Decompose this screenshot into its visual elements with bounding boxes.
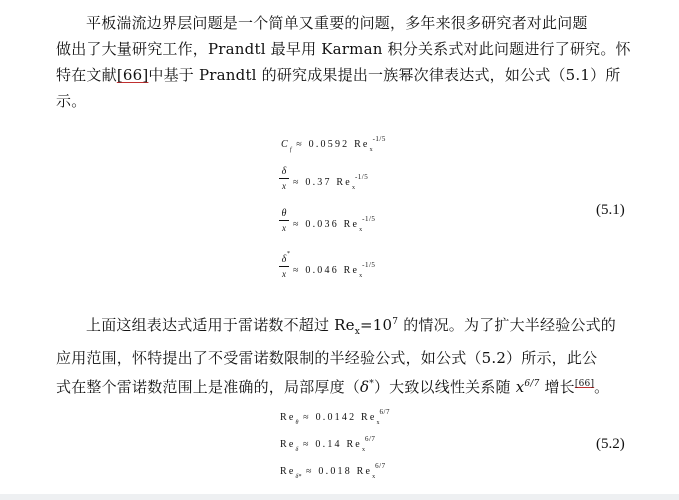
p2-line-3-star: * <box>369 379 374 389</box>
eq2-denominator: x <box>282 181 286 191</box>
eq1-re-sub: x <box>369 147 373 153</box>
p2-line-1-c: 的情况。为了扩大半经验公式的 <box>398 316 617 334</box>
eq3-denominator: x <box>282 223 286 233</box>
eq1-approx: ≈ <box>296 139 304 150</box>
equation-number-5-1: (5.1) <box>596 202 625 218</box>
eq6-exponent: 6/7 <box>364 435 376 443</box>
paragraph-extension-line-3 <box>56 371 632 400</box>
eq2-numerator: δ <box>281 166 287 177</box>
eq3-exponent: -1/5 <box>362 215 376 223</box>
eq3-numerator: θ <box>281 208 287 219</box>
eq2-fraction-bar <box>279 178 289 179</box>
eq7-approx: ≈ <box>306 466 314 477</box>
equation-re-delta <box>280 435 376 453</box>
paragraph-intro <box>56 10 632 114</box>
eq3-re: Re <box>343 219 360 230</box>
eq7-re: Re <box>356 466 373 477</box>
paragraph-intro-line-1: 平板湍流边界层问题是一个简单又重要的问题，多年来很多研究者对此问题 <box>86 14 588 32</box>
eq6-re-sub: x <box>361 447 365 453</box>
eq4-numerator-prime: * <box>287 251 290 257</box>
p2-line-1-a: 上面这组表达式适用于雷诺数不超过 Re <box>86 316 355 334</box>
line-3-before-text: 特在文献 <box>56 66 117 84</box>
equation-skin-friction <box>281 135 386 153</box>
eq3-coef: 0.036 <box>305 219 339 230</box>
eq7-lhs: Re <box>280 466 296 477</box>
eq5-re-sub: x <box>376 420 380 426</box>
eq5-lhs-sub: θ <box>295 420 299 426</box>
paragraph-extension-line-2: 应用范围，怀特提出了不受雷诺数限制的半经验公式，如公式（5.2）所示，此公 <box>56 349 598 367</box>
p2-line-3-b: ）大致以线性关系随 <box>373 378 516 396</box>
citation-link-66-superscript[interactable]: [66] <box>574 379 595 389</box>
line-3-after-text: 中基于 Prandtl 的研究成果提出一族幂次律表达式，如公式（5.1）所 <box>148 66 621 84</box>
eq7-lhs-sub: δ* <box>295 474 302 480</box>
p2-line-1-b: =10 <box>360 316 393 334</box>
equation-re-delta-star <box>280 462 386 480</box>
eq6-approx: ≈ <box>303 439 311 450</box>
p2-line-3-a: 式在整个雷诺数范围上是准确的，局部厚度（ <box>56 378 361 396</box>
eq2-coef: 0.37 <box>305 177 332 188</box>
eq6-coef: 0.14 <box>315 439 342 450</box>
p2-line-3-x: x <box>515 378 525 396</box>
eq4-fraction <box>279 251 290 279</box>
p2-line-3-c: 增长 <box>539 378 575 396</box>
eq4-re-sub: x <box>359 273 363 279</box>
eq5-coef: 0.0142 <box>315 412 357 423</box>
equation-number-5-2: (5.2) <box>596 436 625 452</box>
eq2-approx: ≈ <box>293 177 301 188</box>
eq4-coef: 0.046 <box>305 265 339 276</box>
equation-boundary-thickness <box>293 173 369 191</box>
eq1-lhs-sub: f <box>289 147 292 153</box>
eq4-fraction-bar <box>279 266 289 267</box>
eq7-re-sub: x <box>372 474 376 480</box>
eq6-lhs: Re <box>280 439 296 450</box>
p2-line-1-sup: 7 <box>392 317 399 327</box>
eq4-exponent: -1/5 <box>362 261 376 269</box>
equation-re-theta <box>280 408 390 426</box>
p2-line-3-end: 。 <box>594 378 610 396</box>
paragraph-intro-line-4: 示。 <box>56 92 87 110</box>
eq5-approx: ≈ <box>303 412 311 423</box>
eq2-re-sub: x <box>351 185 355 191</box>
p2-line-3-delta: δ <box>360 378 370 396</box>
eq1-re: Re <box>354 139 370 150</box>
eq3-re-sub: x <box>359 227 363 233</box>
eq2-re: Re <box>336 177 352 188</box>
eq2-fraction <box>279 166 289 191</box>
p2-line-3-exp: 6/7 <box>524 379 540 389</box>
citation-link-66[interactable]: [66] <box>116 66 149 84</box>
eq6-re: Re <box>346 439 362 450</box>
eq3-fraction-bar <box>279 220 289 221</box>
eq5-lhs: Re <box>280 412 296 423</box>
equation-momentum-thickness <box>293 215 376 233</box>
eq4-approx: ≈ <box>293 265 301 276</box>
eq6-lhs-sub: δ <box>295 447 299 453</box>
eq2-exponent: -1/5 <box>354 173 369 181</box>
paragraph-extension <box>56 309 632 400</box>
equation-displacement-thickness <box>293 261 376 279</box>
eq3-fraction <box>279 208 289 233</box>
eq5-re: Re <box>360 412 377 423</box>
eq1-coef: 0.0592 <box>308 139 350 150</box>
eq1-lhs: C <box>281 139 290 150</box>
eq4-denominator: x <box>282 269 286 279</box>
eq5-exponent: 6/7 <box>379 408 390 416</box>
paragraph-intro-line-3 <box>56 62 632 88</box>
p2-line-1-sub: x <box>354 327 361 337</box>
paragraph-extension-line-1 <box>56 309 632 345</box>
eq3-approx: ≈ <box>293 219 301 230</box>
eq4-numerator: δ <box>281 254 287 265</box>
eq4-re: Re <box>343 265 360 276</box>
eq1-exponent: -1/5 <box>372 135 386 143</box>
eq7-exponent: 6/7 <box>375 462 386 470</box>
page-bottom-edge <box>0 494 679 500</box>
paragraph-intro-line-2: 做出了大量研究工作，Prandtl 最早用 Karman 积分关系式对此问题进行了研究。怀 <box>56 40 631 58</box>
eq7-coef: 0.018 <box>318 466 352 477</box>
